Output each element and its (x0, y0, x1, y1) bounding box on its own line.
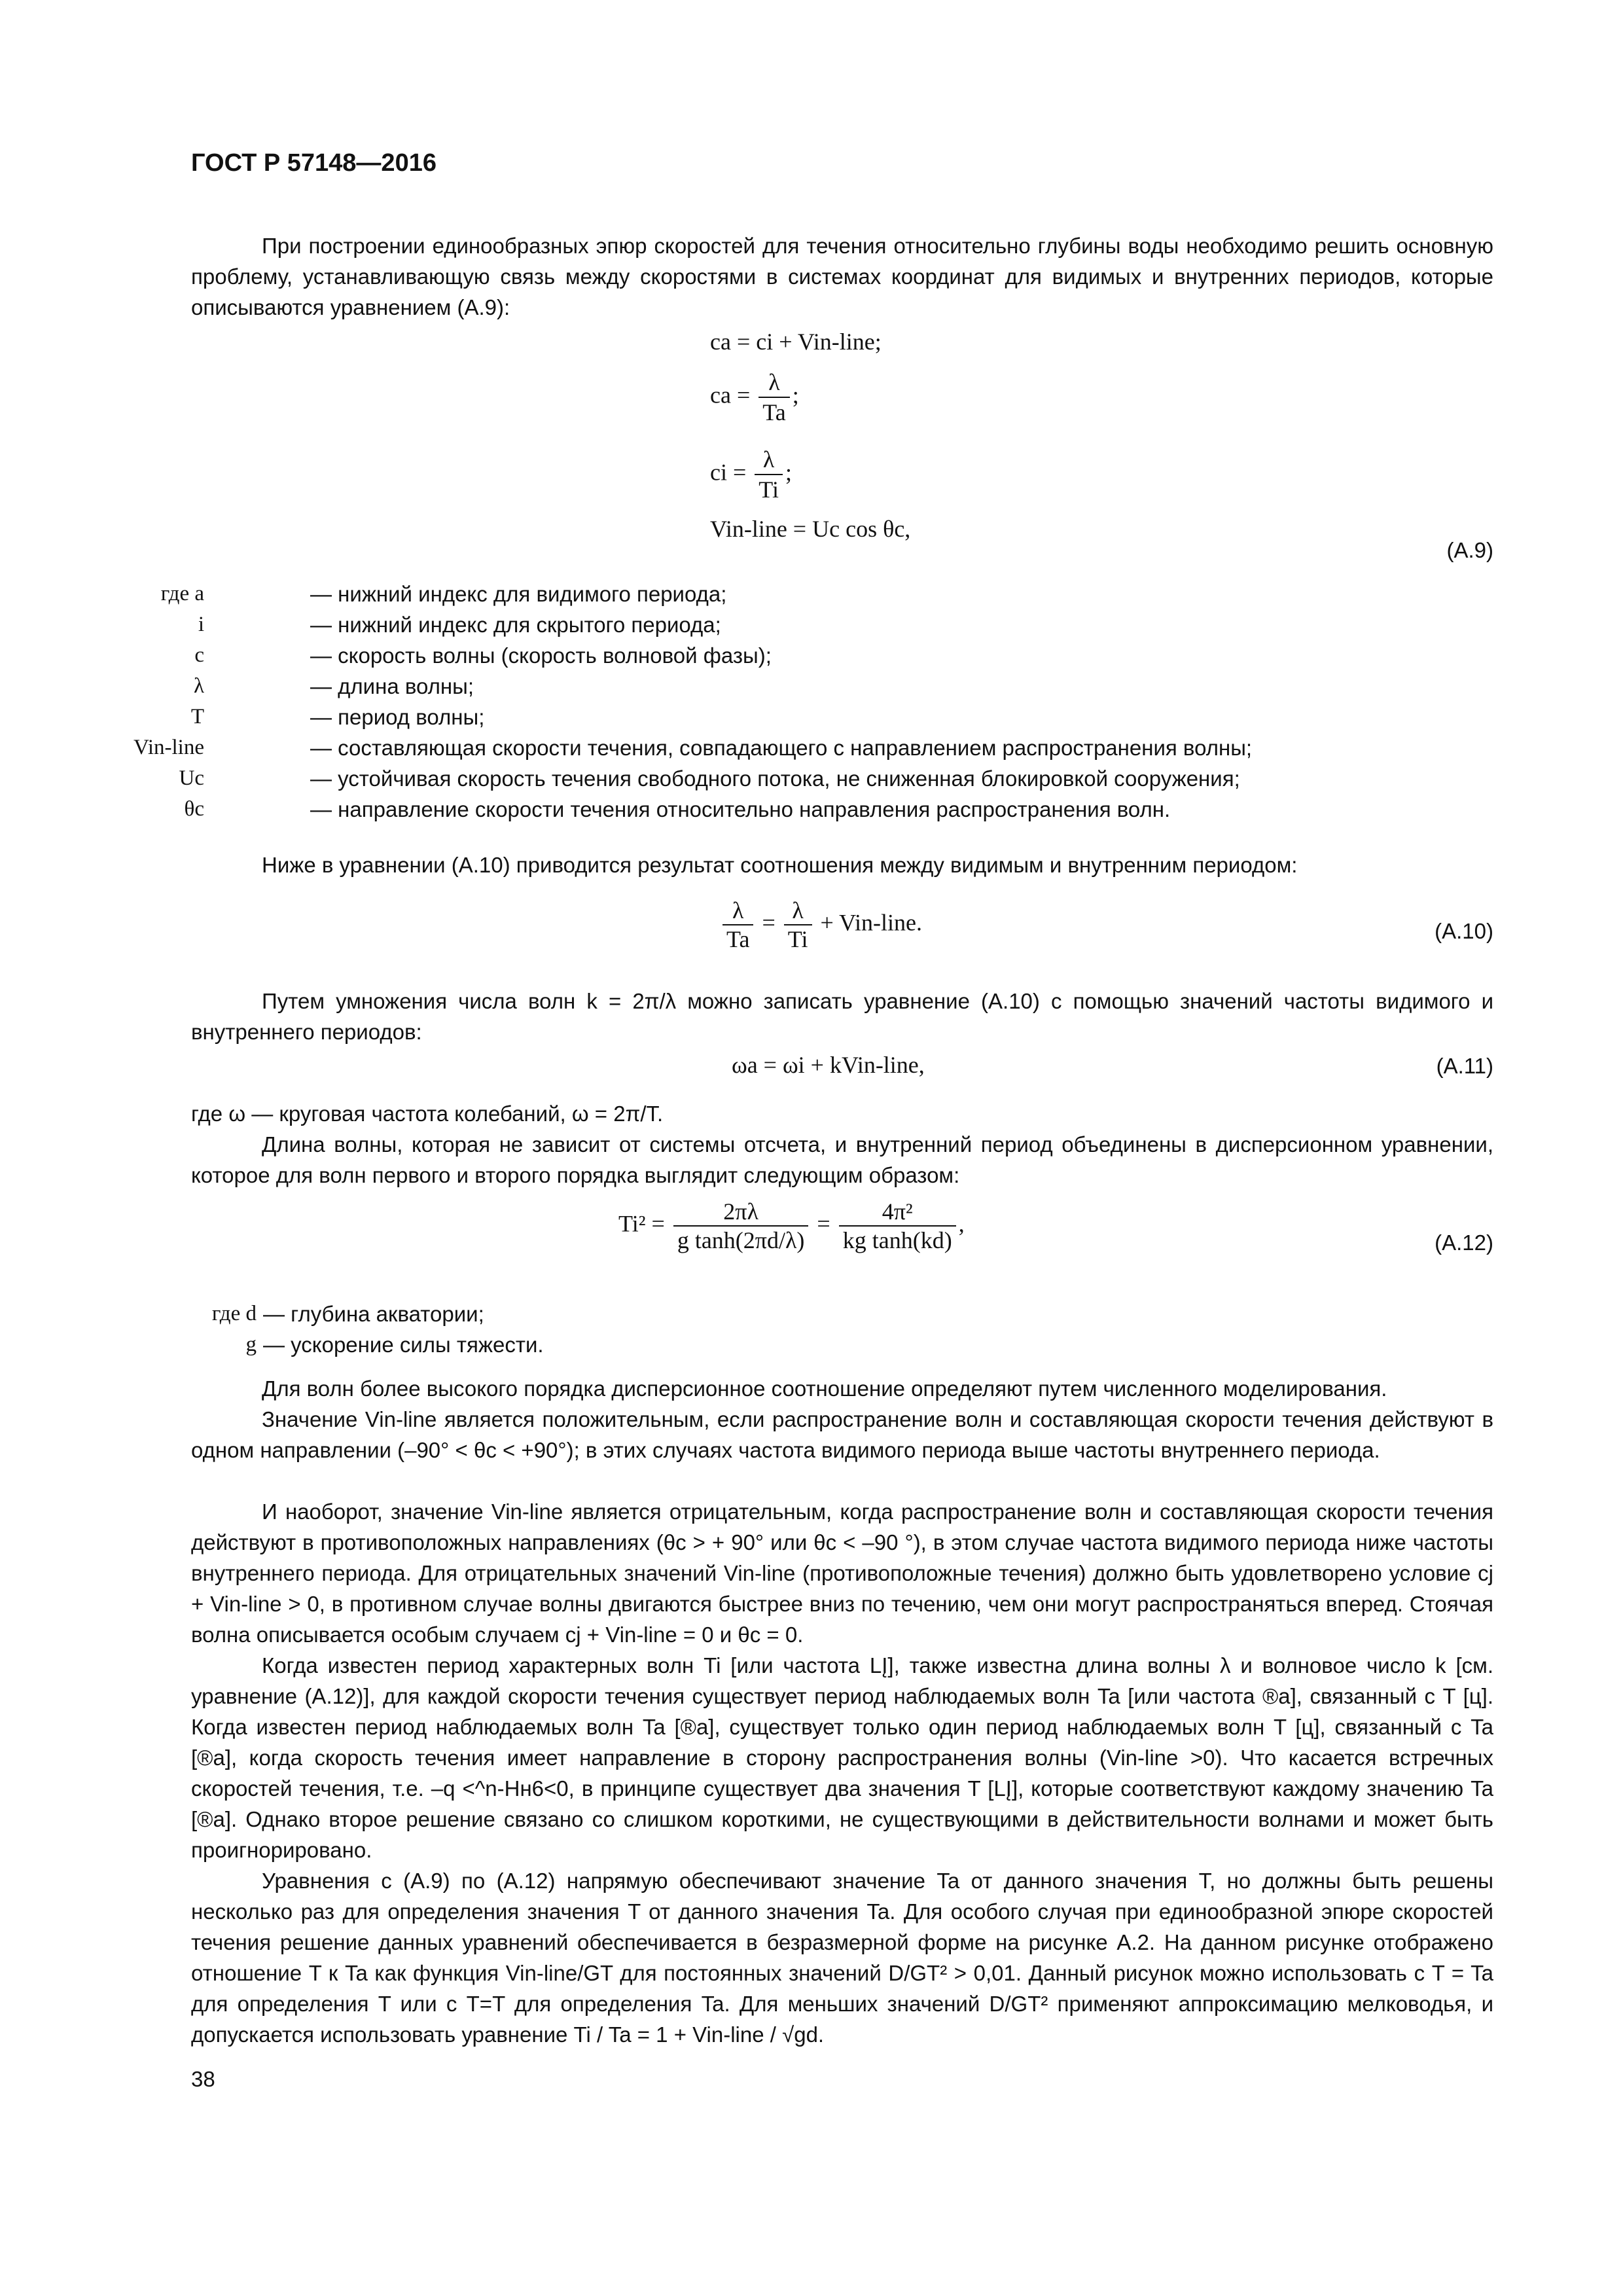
equation-a9-line2-left: ca = (710, 382, 751, 408)
equation-a9-line3 (710, 445, 792, 504)
fraction-numerator: λ (792, 897, 804, 924)
fraction-denominator: kg tanh(kd) (839, 1225, 956, 1254)
semicolon: ; (785, 459, 793, 486)
fraction (722, 897, 753, 953)
fraction (784, 897, 812, 953)
paragraph-a11-intro: Путем умножения числа волн k = 2π/λ можно записать уравнение (А.10) с помощью значений частоты видимого и внутреннего периодов: (191, 989, 1493, 1044)
fraction-denominator: g tanh(2πd/λ) (673, 1225, 809, 1254)
paragraph-equations-solution: Уравнения с (А.9) по (А.12) напрямую обеспечивают значение Ta от данного значения T, но должны быть решены несколько раз для определения значения T от данного значения Ta. Для особого случая при единообразной эпюре скоростей течения решение данных уравнений обеспечивается в безразмерной форме на рисунке А.2. На данном рисунке отображено отношение T к Ta как функция Vin-line/GT для постоянных значений D/GT² > 0,01. Данный рисунок можно использовать с T = Ta для определения T или с T=T для определения Ta. Для меньших значений D/GT² применяют аппроксимацию мелководья, и допускается использовать уравнение Ti / Ta = 1 + Vin-line / √gd. (191, 1869, 1493, 2047)
definition-text: — ускорение силы тяжести. (263, 1333, 544, 1357)
definition-text: — составляющая скорости течения, совпадающего с направлением распространения волны; (310, 736, 1253, 760)
paragraph-a10-intro: Ниже в уравнении (А.10) приводится результат соотношения между видимым и внутренним периодом: (262, 853, 1298, 877)
fraction-numerator: λ (768, 369, 780, 395)
paragraph-dispersion: Длина волны, которая не зависит от системы отсчета, и внутренний период объединены в дисперсионном уравнении, которое для волн первого и второго порядка выглядит следующим образом: (191, 1132, 1493, 1187)
fraction-numerator: 4π² (882, 1198, 913, 1225)
equation-a12 (618, 1198, 965, 1254)
paragraph-intro: При построении единообразных эпюр скоростей для течения относительно глубины воды необходимо решить основную проблему, устанавливающую связь между скоростями в системах координат для видимых и внутренних периодов, которые описываются уравнением (А.9): (191, 234, 1493, 319)
paragraph-omega-def: где ω — круговая частота колебаний, ω = 2π/T. (191, 1102, 664, 1126)
fraction-numerator: λ (762, 446, 775, 473)
definition-symbol: T (190, 705, 204, 728)
equals-sign: = (817, 1210, 830, 1237)
page-number: 38 (191, 2067, 215, 2091)
equation-a11: ωa = ωi + kVin-line, (732, 1052, 925, 1078)
definition-symbol: λ (193, 674, 204, 698)
document-header: ГОСТ Р 57148—2016 (191, 149, 437, 177)
definition-text: — направление скорости течения относительно направления распространения волн. (310, 797, 1171, 821)
equals-sign: = (762, 909, 776, 936)
definition-symbol: Vin-line (134, 736, 204, 759)
fraction (839, 1198, 956, 1254)
equation-number-a10: (А.10) (1435, 919, 1493, 943)
equation-number-a12: (А.12) (1435, 1230, 1493, 1255)
fraction (755, 445, 783, 504)
paragraph-positive-vinline: Значение Vin-line является положительным, если распространение волн и составляющая скорости течения действуют в одном направлении (–90° < θc < +90°); в этих случаях частота видимого периода выше частоты внутреннего периода. (191, 1407, 1493, 1462)
equation-a10 (720, 897, 922, 953)
definition-symbol: g (245, 1333, 257, 1356)
equation-number-a9: (А.9) (1446, 538, 1493, 562)
definition-text: — нижний индекс для видимого периода; (310, 582, 727, 606)
definition-text: — период волны; (310, 705, 485, 729)
definition-symbol: c (194, 643, 204, 667)
paragraph-negative-vinline: И наоборот, значение Vin-line является отрицательным, когда распространение волн и составляющая скорости течения действуют в противоположных направлениях (θc > + 90° или θc < –90 °), в этом случае частота видимого периода ниже частоты внутреннего периода. Для отрицательных значений Vin-line (противоположные течения) должно быть удовлетворено условие cj + Vin-line > 0, в противном случае волны двигаются быстрее вниз по течению, чем они могут распространяться вперед. Стоячая волна описывается особым случаем cj + Vin-line = 0 и θc = 0. (191, 1499, 1493, 1647)
definition-text: — нижний индекс для скрытого периода; (310, 613, 721, 637)
fraction (758, 368, 789, 427)
equation-a10-tail: + Vin-line. (820, 909, 922, 936)
fraction-denominator: Ta (722, 924, 753, 953)
definition-text: — устойчивая скорость течения свободного потока, не сниженная блокировкой сооружения; (310, 766, 1240, 791)
definition-symbol: θc (184, 797, 204, 821)
definition-text: — скорость волны (скорость волновой фазы); (310, 643, 772, 668)
equation-a12-tail: , (958, 1210, 965, 1237)
equation-a9-line3-left: ci = (710, 459, 747, 486)
fraction-numerator: 2πλ (723, 1198, 758, 1225)
fraction-denominator: Ti (784, 924, 812, 953)
definition-symbol: Uc (179, 766, 204, 790)
semicolon: ; (792, 382, 799, 408)
paragraph-characteristic-period: Когда известен период характерных волн Ti [или частота LĮ], также известна длина волны λ и волновое число k [см. уравнение (А.12)], для каждой скорости течения существует период наблюдаемых волн Ta [или частота ®a], связанный с T [ц]. Когда известен период наблюдаемых волн Ta [®a], существует только один период наблюдаемых волн T [ц], связанный с Ta [®a], когда скорость течения имеет направление в сторону распространения волны (Vin-line >0). Что касается встречных скоростей течения, т.е. –q <^n-Hн6<0, в принципе существует два значения T [LĮ], которые соответствуют каждому значению Ta [®a]. Однако второе решение связано со слишком короткими, не существующими в действительности волнами и может быть проигнорировано. (191, 1653, 1493, 1862)
definition-symbol: i (198, 613, 204, 636)
definition-text: — длина волны; (310, 674, 474, 698)
equation-a9-line2 (710, 368, 799, 427)
fraction-denominator: Ti (755, 474, 783, 504)
equation-a9-line4: Vin-line = Uc cos θc, (710, 516, 911, 542)
fraction-numerator: λ (732, 897, 744, 924)
fraction-denominator: Ta (758, 397, 789, 427)
equation-a9-line1: ca = ci + Vin-line; (710, 329, 882, 355)
definition-symbol: где d (211, 1302, 257, 1325)
paragraph-higher-order: Для волн более высокого порядка дисперсионное соотношение определяют путем численного моделирования. (262, 1376, 1387, 1401)
definition-symbol: где a (160, 582, 204, 605)
definition-text: — глубина акватории; (263, 1302, 484, 1326)
fraction (673, 1198, 809, 1254)
equation-a12-left: Ti² = (618, 1210, 665, 1237)
equation-number-a11: (А.11) (1436, 1054, 1493, 1078)
